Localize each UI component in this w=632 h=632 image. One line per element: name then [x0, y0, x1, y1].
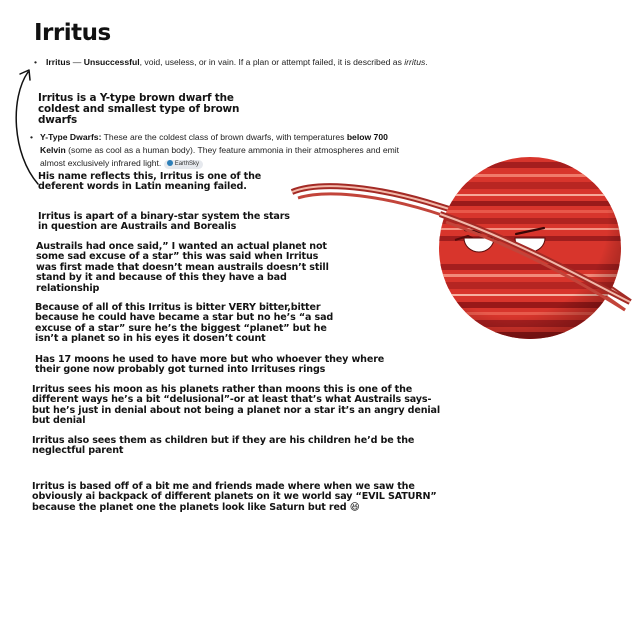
note-ytype: Irritus is a Y-type brown dwarf the coldest and smallest type of brown dwarfs: [38, 92, 240, 126]
ytype-temp: below 700 Kelvin: [40, 132, 388, 155]
definition-dash: —: [70, 57, 84, 67]
note-delusional: Irritus sees his moon as his planets rather than moons this is one of the different ways he’s a bit “delusional”-or at least that’s what Austrails says- but he’s just in denial about not being a planet nor a star it’s an angry denial but denial: [32, 384, 441, 427]
definition-text: , void, useless, or in vain. If a plan or attempt failed, it is described as: [139, 57, 405, 67]
note-children: Irritus also sees them as children but if they are his children he’d be the neglectful parent: [32, 435, 415, 457]
ytype-text-1: These are the coldest class of brown dwarfs, with temperatures: [101, 132, 347, 142]
earthsky-icon: [167, 160, 173, 166]
definition-end: .: [425, 57, 428, 67]
note-binary-system: Irritus is apart of a binary-star system the stars in question are Austrails and Borealis: [38, 211, 290, 233]
source-label: EarthSky: [174, 161, 200, 167]
irritus-planet-illustration: [270, 152, 632, 352]
note-name-meaning: His name reflects this, Irritus is one of the deferent words in Latin meaning failed.: [38, 171, 262, 193]
page-title: Irritus: [34, 20, 111, 46]
note-moons: Has 17 moons he used to have more but who whoever they where their gone now probably got turned into Irrituses rings: [35, 354, 385, 376]
definition-emphasis: Unsuccessful: [83, 57, 140, 67]
ytype-text-2: (some as cool as a human body). They feature ammonia in their atmospheres and emit almost exclusively infrared light.: [40, 145, 400, 168]
definition-bullet: [46, 56, 446, 69]
note-bitter: Because of all of this Irritus is bitter VERY bitter,bitter because he could have became a star but no he’s “a sad excuse of a star” sure he’s the biggest “planet” but he isn’t a planet so in his eyes it dosen’t count: [35, 302, 334, 345]
source-chip[interactable]: [164, 160, 203, 169]
note-evil-saturn: Irritus is based off of a bit me and friends made where when we saw the obviously ai backpack of different planets on it we world say “EVIL SATURN” because the planet one the planets look like Saturn but red 😆: [32, 481, 437, 513]
definition-term: Irritus: [46, 57, 71, 67]
curved-arrow-icon: [8, 58, 44, 188]
ytype-label: Y-Type Dwarfs:: [40, 132, 102, 142]
note-austrails-quote: Austrails had once said,” I wanted an actual planet not some sad excuse of a star” this was said when Irritus was first made that doesn’t mean austrails doesn’t still stand by it and because of this they have a bad relationship: [36, 241, 329, 294]
definition-example: irritus: [404, 57, 426, 67]
